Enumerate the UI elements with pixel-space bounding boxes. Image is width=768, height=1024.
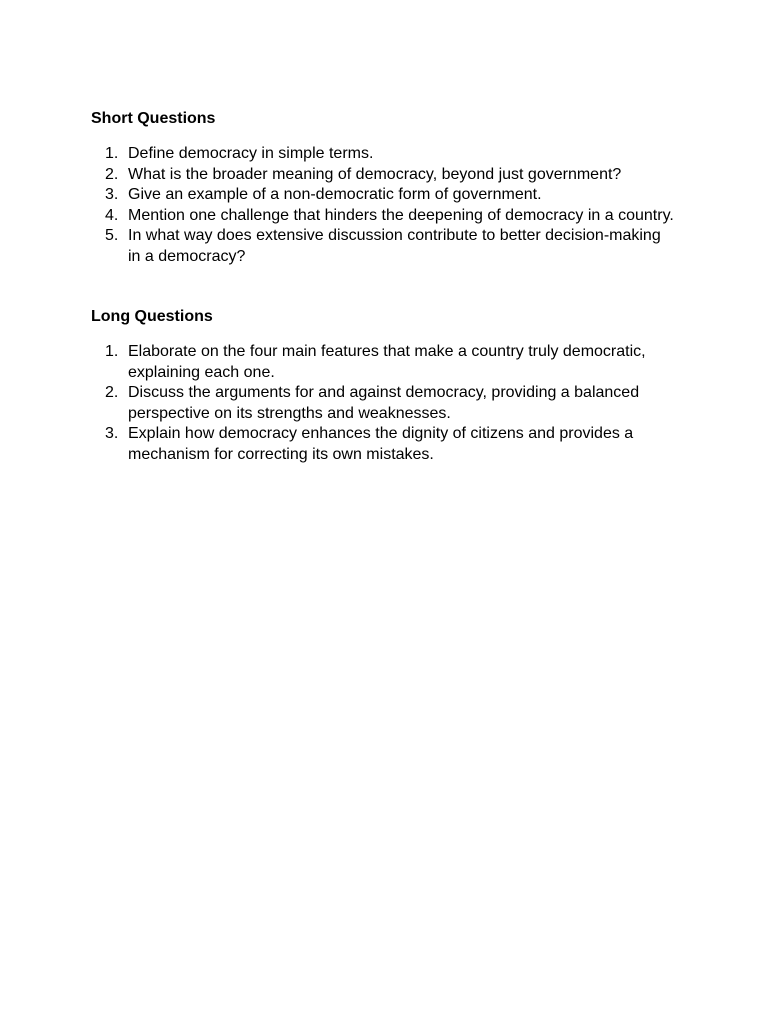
question-text: Define democracy in simple terms.: [128, 145, 374, 162]
question-number: 5.: [105, 227, 119, 244]
short-questions-section: [91, 108, 691, 267]
short-question-item: [91, 165, 676, 186]
question-number: 1.: [105, 343, 119, 360]
long-question-item: [91, 342, 676, 383]
question-number: 3.: [105, 425, 119, 442]
long-questions-heading: Long Questions: [91, 308, 213, 325]
question-text: What is the broader meaning of democracy, beyond just government?: [128, 165, 622, 183]
short-question-item: [91, 206, 676, 227]
long-question-item: [91, 424, 676, 465]
long-questions-section: [91, 306, 691, 465]
long-questions-list: [91, 342, 691, 465]
long-question-item: [91, 383, 676, 424]
question-text: Discuss the arguments for and against democracy, providing a balanced perspective on its strengths and weaknesses.: [128, 384, 640, 422]
short-questions-heading: Short Questions: [91, 110, 216, 127]
question-number: 1.: [105, 145, 119, 162]
short-question-item: [91, 144, 676, 165]
short-question-item: [91, 185, 676, 206]
question-text: Mention one challenge that hinders the deepening of democracy in a country.: [128, 206, 674, 224]
question-number: 2.: [105, 384, 119, 401]
short-questions-list: [91, 144, 691, 267]
question-number: 3.: [105, 186, 119, 203]
question-text: In what way does extensive discussion contribute to better decision-making in a democracy?: [128, 227, 661, 265]
question-text: Elaborate on the four main features that make a country truly democratic, explaining each one.: [128, 343, 646, 381]
question-text: Give an example of a non-democratic form of government.: [128, 186, 542, 203]
question-number: 4.: [105, 206, 119, 224]
question-number: 2.: [105, 165, 119, 183]
short-question-item: [91, 226, 676, 267]
question-text: Explain how democracy enhances the dignity of citizens and provides a mechanism for correcting its own mistakes.: [128, 425, 634, 463]
